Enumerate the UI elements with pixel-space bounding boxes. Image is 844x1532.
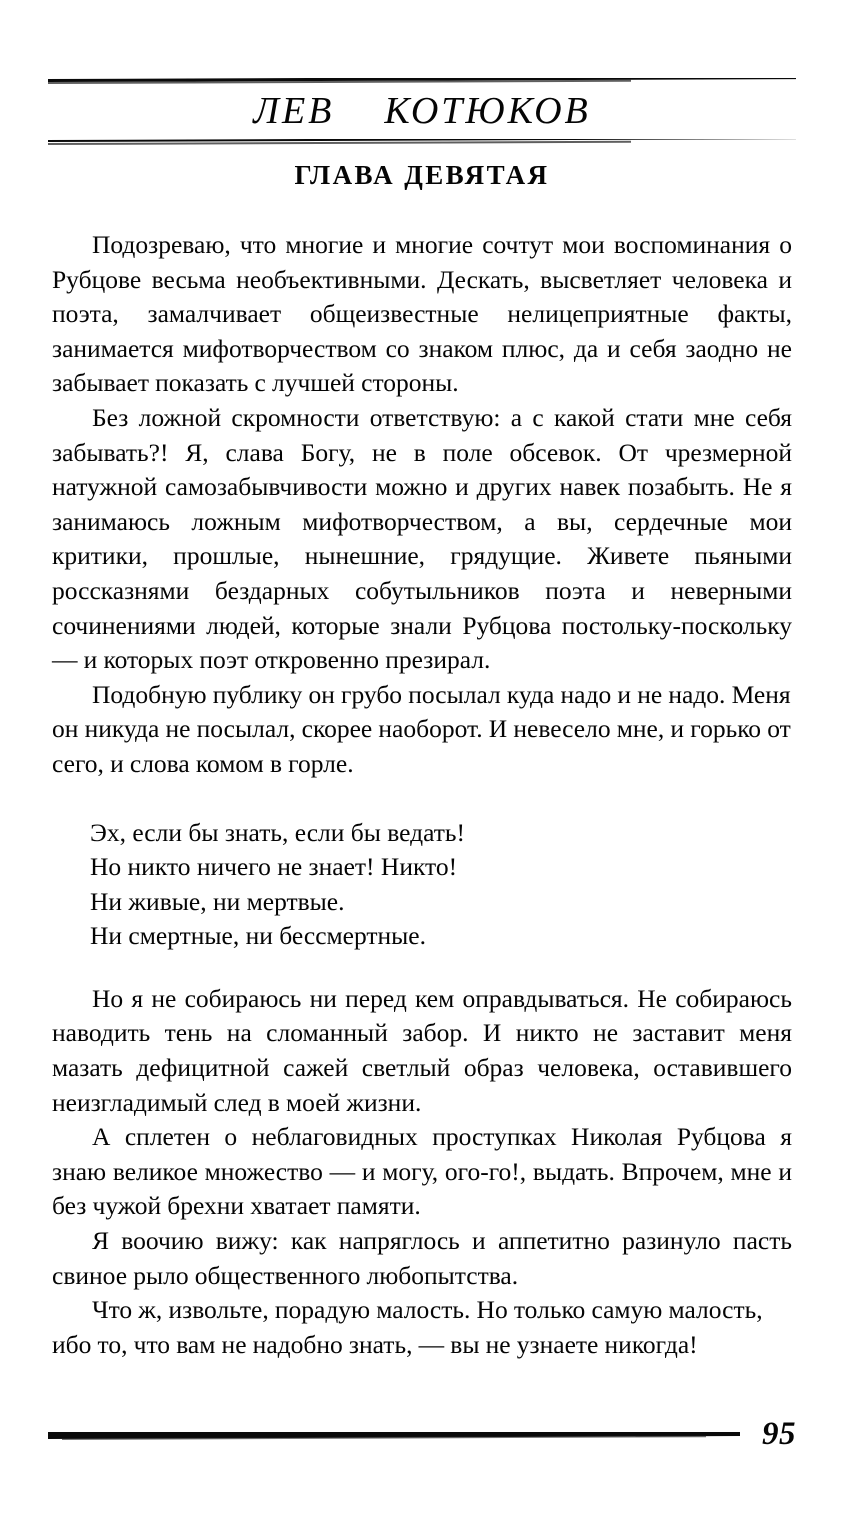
verse-line: Ни смертные, ни бессмертные. [90, 921, 426, 951]
header-rule-bottom [48, 139, 796, 146]
verse-block [52, 782, 792, 982]
verse-line: Но никто ничего не знает! Никто! [90, 852, 458, 882]
paragraph: Подозреваю, что многие и многие сочтут мои воспоминания о Рубцове весьма необъективными. Дескать, высветляет человека и поэта, замалчивает общеизвестные нелицеприятные факты, занимается мифотворчеством со знаком плюс, да и себя заодно не забывает показать с лучшей стороны. [52, 230, 792, 398]
page-header [48, 78, 796, 191]
author-name: ЛЕВ КОТЮКОВ [253, 90, 591, 132]
verse-line: Эх, если бы знать, если бы ведать! [90, 817, 466, 847]
footer-rule [48, 1432, 740, 1442]
paragraph: Без ложной скромности ответствую: а с какой стати мне себя забывать?! Я, слава Богу, не в поле обсевок. От чрезмерной натужной самозабывчивости можно и других навек позабыть. Не я занимаюсь ложным мифотворчеством, а вы, сердечные мои критики, прошлые, нынешние, грядущие. Живете пьяными россказнями бездарных собутыльников поэта и неверными сочинениями людей, которые знали Рубцова постольку-поскольку — и которых поэт откровенно презирал. [52, 402, 792, 675]
page-footer [48, 1416, 796, 1464]
verse-line: Ни живые, ни мертвые. [90, 886, 345, 916]
paragraph: Что ж, извольте, порадую малость. Но только самую малость, ибо то, что вам не надобно знать, — вы не узнаете никогда! [52, 1295, 763, 1359]
paragraph: Подобную публику он грубо посылал куда надо и не надо. Меня он никуда не посылал, скорее наоборот. И невесело мне, и горько от сего, и слова комом в горле. [52, 679, 791, 778]
paragraph: А сплетен о неблаговидных проступках Николая Рубцова я знаю великое множество — и могу, ого-го!, выдать. Впрочем, мне и без чужой брехни хватает памяти. [52, 1122, 792, 1221]
body-text [52, 228, 792, 1362]
paragraph: Но я не собираюсь ни перед кем оправдываться. Не собираюсь наводить тень на сломанный забор. И никто не заставит меня мазать дефицитной сажей светлый образ человека, оставившего неизгладимый след в моей жизни. [52, 983, 792, 1117]
page-number: 95 [762, 1416, 796, 1452]
paragraph: Я воочию вижу: как напряглось и аппетитно разинуло пасть свиное рыло общественного любопытства. [52, 1226, 792, 1290]
header-rule-top [48, 78, 796, 85]
chapter-title: ГЛАВА ДЕВЯТАЯ [294, 160, 550, 191]
